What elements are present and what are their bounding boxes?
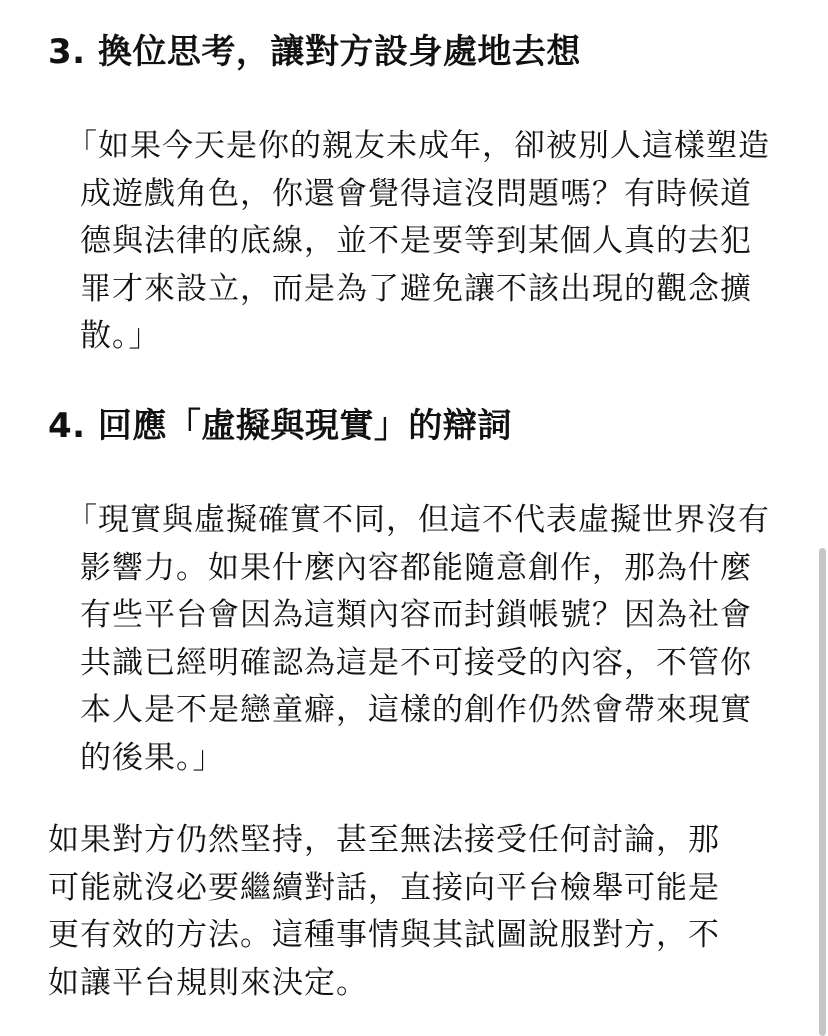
section-4-quote: 「現實與虛擬確實不同，但這不代表虛擬世界沒有影響力。如果什麼內容都能隨意創作，那為什麼有些平台會因為這類內容而封鎖帳號？因為社會共識已經明確認為這是不可接受的內容，不管你本人是不是戀童癖，這樣的創作仍然會帶來現實的後果。」: [66, 502, 770, 776]
vertical-scrollbar[interactable]: [816, 0, 828, 1036]
section-3-heading: 3. 換位思考，讓對方設身處地去想: [48, 32, 581, 72]
section-3-quote: 「如果今天是你的親友未成年，卻被別人這樣塑造成遊戲角色，你還會覺得這沒問題嗎？有時候道德與法律的底線，並不是要等到某個人真的去犯罪才來設立，而是為了避免讓不該出現的觀念擴散。」: [66, 128, 770, 354]
section-4-heading: 4. 回應「虛擬與現實」的辯詞: [48, 406, 512, 446]
conclusion-paragraph: 如果對方仍然堅持，甚至無法接受任何討論，那可能就沒必要繼續對話，直接向平台檢舉可能是更有效的方法。這種事情與其試圖說服對方，不如讓平台規則來決定。: [48, 822, 720, 1001]
scrollbar-thumb[interactable]: [819, 548, 826, 1036]
